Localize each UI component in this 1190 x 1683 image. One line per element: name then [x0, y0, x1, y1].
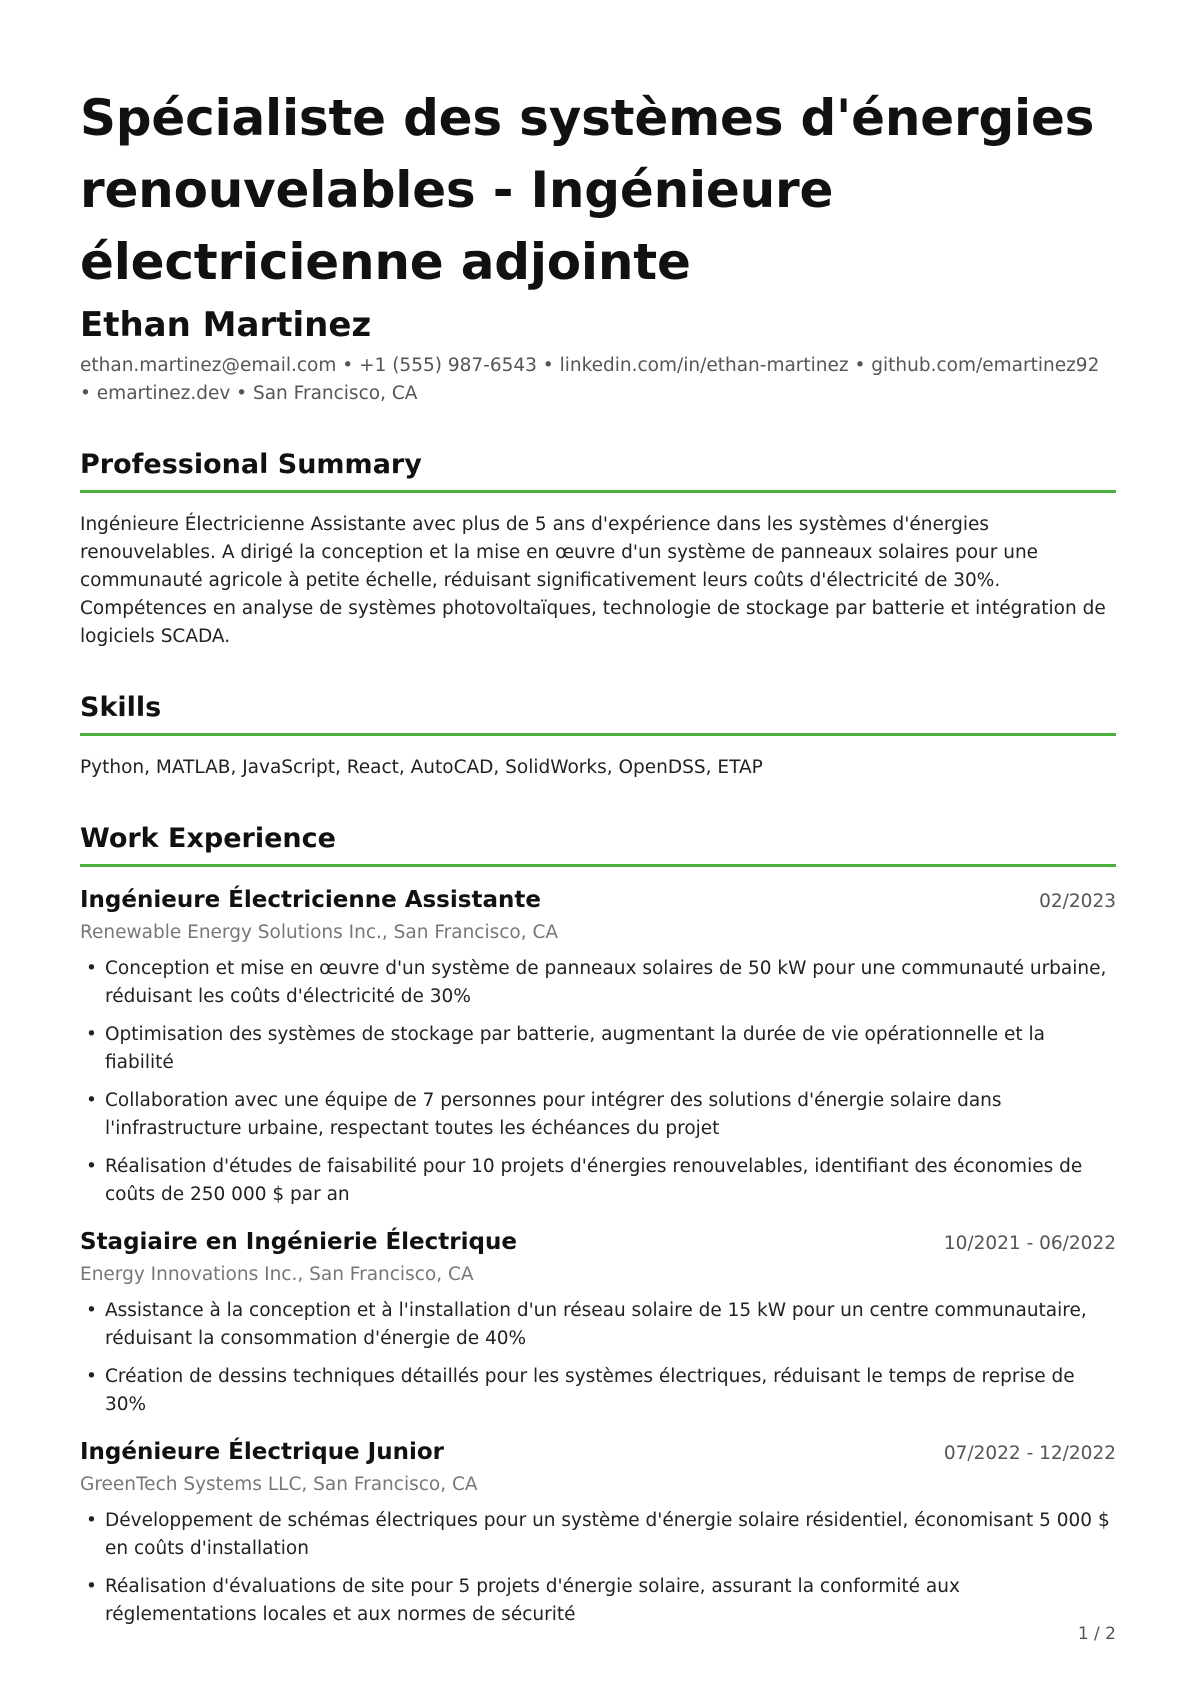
resume-page	[80, 82, 1116, 1639]
job-date: 02/2023	[1039, 891, 1116, 912]
job-entry	[80, 1435, 1116, 1629]
job-company: Renewable Energy Solutions Inc., San Francisco, CA	[80, 922, 559, 943]
job-bullet: • Optimisation des systèmes de stockage par batterie, augmentant la durée de vie opérationnelle et la fiabilité	[80, 1021, 1116, 1077]
summary-text: Ingénieure Électricienne Assistante avec plus de 5 ans d'expérience dans les systèmes d'énergies renouvelables. A dirigé la conception et la mise en œuvre d'un système de panneaux solaires pour une communauté agricole à petite échelle, réduisant significativement leurs coûts d'électricité de 30%. Compétences en analyse de systèmes photovoltaïques, technologie de stockage par batterie et intégration de logiciels SCADA.	[80, 514, 1106, 647]
experience-section	[80, 820, 1116, 1629]
job-entry	[80, 883, 1116, 1209]
job-title: Ingénieure Électricienne Assistante	[80, 887, 541, 913]
job-header	[80, 883, 1116, 917]
skills-section	[80, 689, 1116, 782]
job-bullets	[80, 955, 1116, 1209]
job-header	[80, 1225, 1116, 1259]
job-title: Stagiaire en Ingénierie Électrique	[80, 1229, 517, 1255]
skills-text: Python, MATLAB, JavaScript, React, AutoCAD, SolidWorks, OpenDSS, ETAP	[80, 757, 763, 778]
job-company: Energy Innovations Inc., San Francisco, CA	[80, 1264, 474, 1285]
job-company: GreenTech Systems LLC, San Francisco, CA	[80, 1474, 478, 1495]
job-bullet: • Réalisation d'évaluations de site pour 5 projets d'énergie solaire, assurant la conformité aux réglementations locales et aux normes de sécurité	[80, 1573, 1116, 1629]
job-title: Ingénieure Électrique Junior	[80, 1439, 445, 1465]
job-bullets	[80, 1297, 1116, 1419]
job-date: 07/2022 - 12/2022	[943, 1443, 1116, 1464]
job-bullet: • Création de dessins techniques détaillés pour les systèmes électriques, réduisant le temps de reprise de 30%	[80, 1363, 1116, 1419]
job-date: 10/2021 - 06/2022	[943, 1233, 1116, 1254]
experience-heading: Work Experience	[80, 820, 1116, 867]
job-bullet: • Collaboration avec une équipe de 7 personnes pour intégrer des solutions d'énergie solaire dans l'infrastructure urbaine, respectant toutes les échéances du projet	[80, 1087, 1116, 1143]
contact-info: ethan.martinez@email.com • +1 (555) 987-6543 • linkedin.com/in/ethan-martinez • github.com/emartinez92 • emartinez.dev • San Francisco, CA	[80, 355, 1100, 404]
page-number: 1 / 2	[1077, 1624, 1116, 1644]
document-title: Spécialiste des systèmes d'énergies renouvelables - Ingénieure électricienne adjointe	[80, 89, 1095, 291]
job-bullet: • Assistance à la conception et à l'installation d'un réseau solaire de 15 kW pour un centre communautaire, réduisant la consommation d'énergie de 40%	[80, 1297, 1116, 1353]
skills-heading: Skills	[80, 689, 1116, 736]
job-bullet: • Conception et mise en œuvre d'un système de panneaux solaires de 50 kW pour une communauté urbaine, réduisant les coûts d'électricité de 30%	[80, 955, 1116, 1011]
job-bullet: • Développement de schémas électriques pour un système d'énergie solaire résidentiel, économisant 5 000 $ en coûts d'installation	[80, 1507, 1116, 1563]
job-bullet: • Réalisation d'études de faisabilité pour 10 projets d'énergies renouvelables, identifiant des économies de coûts de 250 000 $ par an	[80, 1153, 1116, 1209]
summary-heading: Professional Summary	[80, 446, 1116, 493]
candidate-name: Ethan Martinez	[80, 305, 372, 345]
summary-section	[80, 446, 1116, 651]
job-bullets	[80, 1507, 1116, 1629]
job-entry	[80, 1225, 1116, 1419]
job-header	[80, 1435, 1116, 1469]
